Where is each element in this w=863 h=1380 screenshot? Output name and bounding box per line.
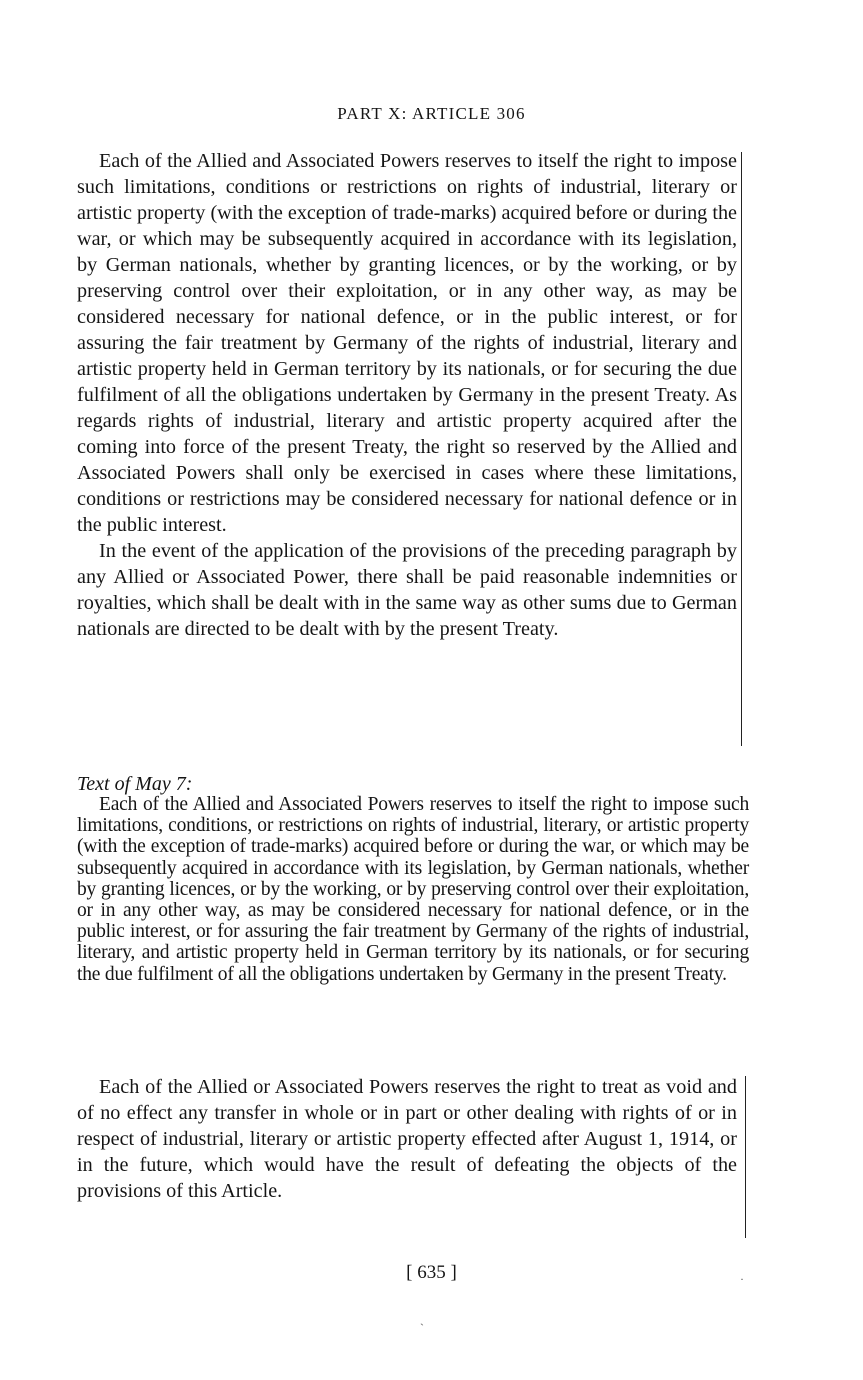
may-7-paragraph: Each of the Allied and Associated Powers reserves to itself the right to impose such limitations, conditions, or restrictions on rights of industrial, literary, or artistic property (with the exception of trade-marks) acquired before or during the war, or which may be subsequently acquired in accordance with its legislation, by German nationals, whether by granting licences, or by the working, or by preserving control over their exploitation, or in any other way, as may be considered necessary for national defence, or in the public interest, or for assuring the fair treatment by Germany of the rights of industrial, literary, and artistic property held in German territory by its nationals, or for securing the due fulfilment of all the obligations undertaken by Germany in the present Treaty. bbox=[77, 794, 749, 985]
main-text-block bbox=[77, 148, 737, 642]
may-7-text-block bbox=[77, 794, 749, 985]
revision-bar-2 bbox=[745, 1076, 746, 1238]
page-number: [ 635 ] bbox=[406, 1262, 457, 1283]
scan-mark: · bbox=[740, 1272, 744, 1286]
scan-mark: ˏ bbox=[420, 1312, 424, 1326]
final-text-block bbox=[77, 1074, 737, 1204]
paragraph-3: Each of the Allied or Associated Powers reserves the right to treat as void and of no effect any transfer in whole or in part or other dealing with rights of or in respect of industrial, literary or artistic property effected after August 1, 1914, or in the future, which would have the result of defeating the objects of the provisions of this Article. bbox=[77, 1076, 737, 1202]
text-of-may-7-label: Text of May 7: bbox=[77, 773, 193, 795]
page-header: PART X: ARTICLE 306 bbox=[337, 104, 526, 123]
paragraph-1: Each of the Allied and Associated Powers reserves to itself the right to impose such limitations, conditions or restrictions on rights of industrial, literary or artistic property (with the exception of trade-marks) acquired before or during the war, or which may be subsequently acquired in accordance with its legislation, by German nationals, whether by granting licences, or by the working, or by preserving control over their exploitation, or in any other way, as may be considered necessary for national defence, or in the public interest, or for assuring the fair treatment by Germany of the rights of industrial, literary and artistic property held in German territory by its nationals, or for securing the due fulfilment of all the obligations undertaken by Germany in the present Treaty. As regards rights of industrial, literary and artistic property acquired after the coming into force of the present Treaty, the right so reserved by the Allied and Associated Powers shall only be exercised in cases where these limitations, conditions or restrictions may be considered necessary for national defence or in the public interest. bbox=[77, 150, 737, 536]
revision-bar-1 bbox=[741, 152, 742, 746]
paragraph-2: In the event of the application of the provisions of the preceding paragraph by any Allied or Associated Power, there shall be paid reasonable indemnities or royalties, which shall be dealt with in the same way as other sums due to German nationals are directed to be dealt with by the present Treaty. bbox=[77, 540, 737, 640]
